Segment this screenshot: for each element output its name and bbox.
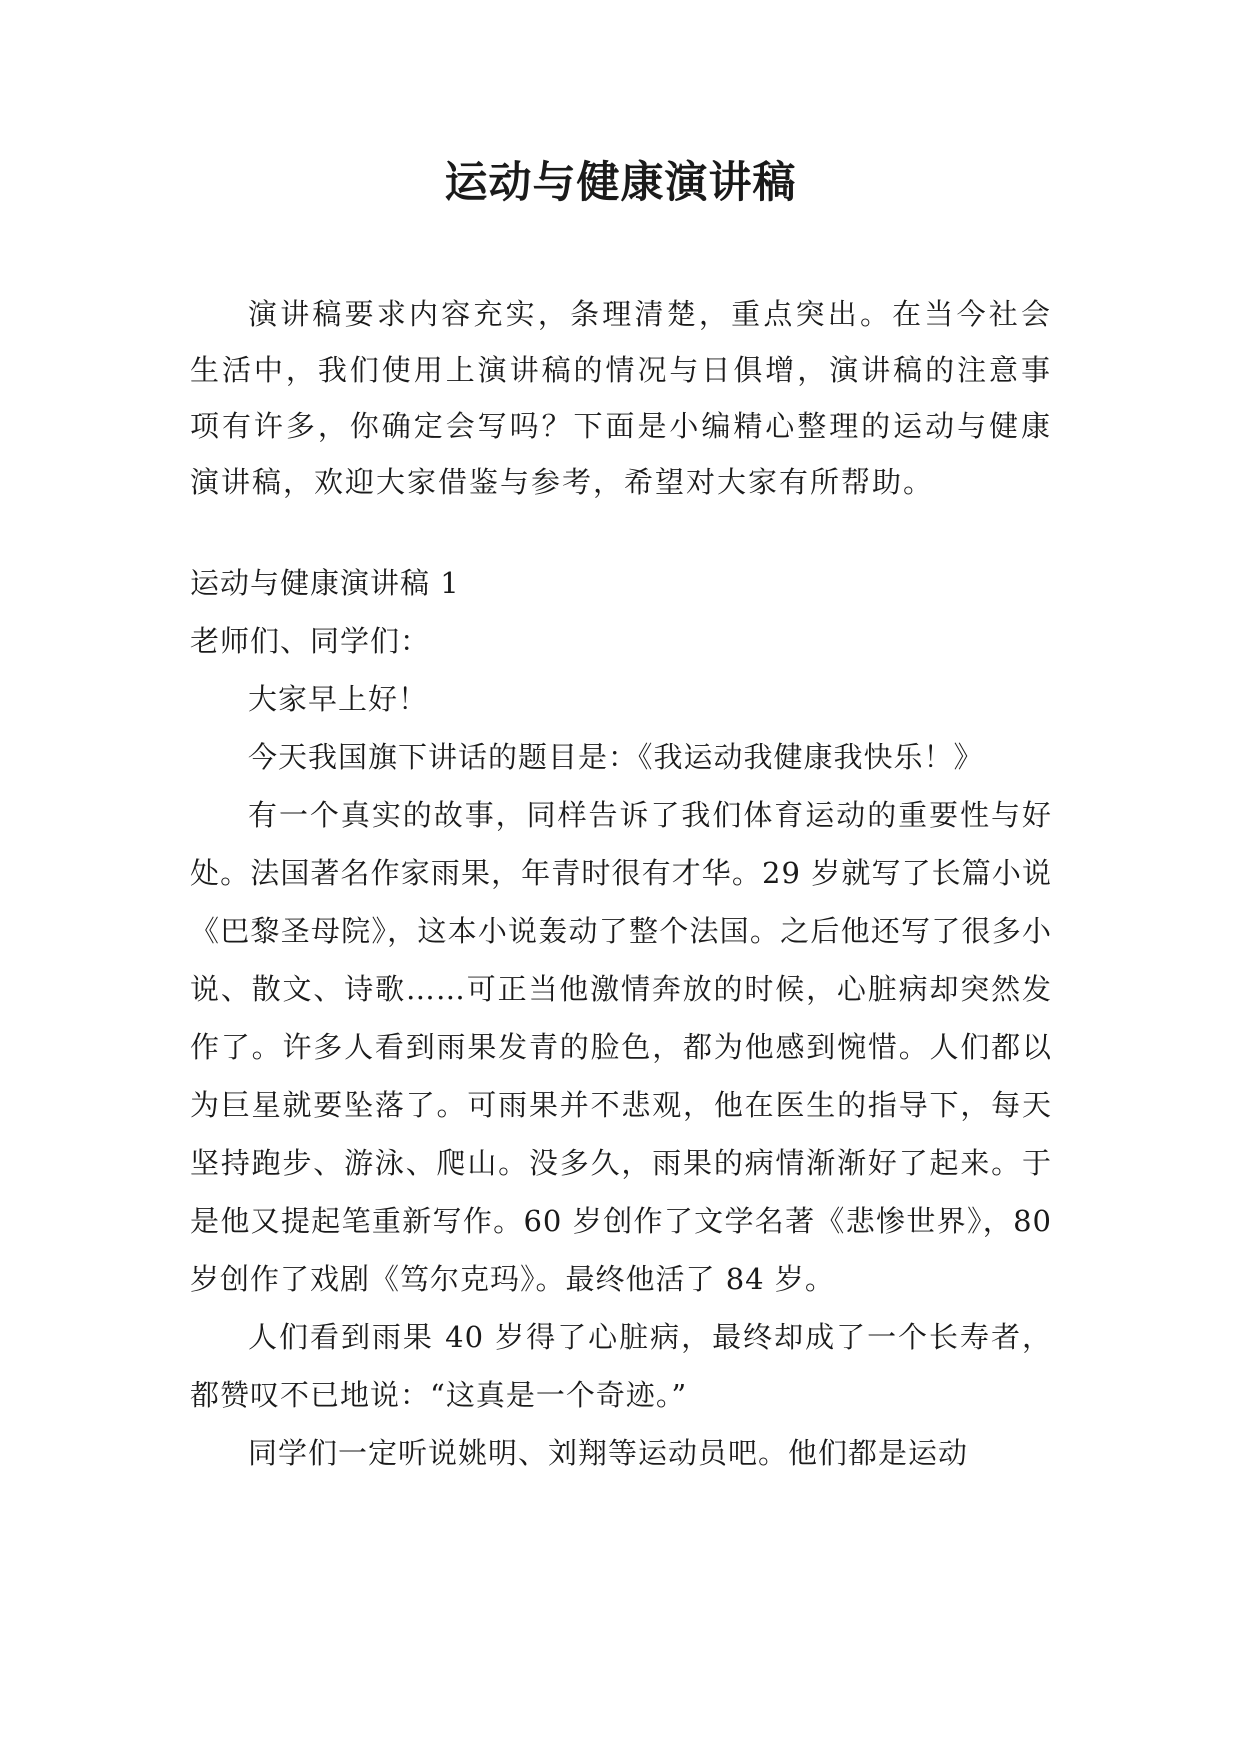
- speech-body: [190, 554, 1052, 1482]
- section-heading: 运动与健康演讲稿 1: [190, 566, 460, 600]
- document-title: 运动与健康演讲稿: [444, 158, 797, 208]
- paragraph-hugo-story: 有一个真实的故事，同样告诉了我们体育运动的重要性与好处。法国著名作家雨果，年青时很有才华。29 岁就写了长篇小说《巴黎圣母院》，这本小说轰动了整个法国。之后他还写了很多小说、散文、诗歌……可正当他激情奔放的时候，心脏病却突然发作了。许多人看到雨果发青的脸色，都为他感到惋惜。人们都以为巨星就要坠落了。可雨果并不悲观，他在医生的指导下，每天坚持跑步、游泳、爬山。没多久，雨果的病情渐渐好了起来。于是他又提起笔重新写作。60 岁创作了文学名著《悲惨世界》，80 岁创作了戏剧《笃尔克玛》。最终他活了 84 岁。: [190, 798, 1052, 1296]
- paragraph-miracle: 人们看到雨果 40 岁得了心脏病，最终却成了一个长寿者，都赞叹不已地说：“这真是一个奇迹。”: [190, 1320, 1052, 1412]
- salutation: 老师们、同学们：: [190, 624, 431, 658]
- paragraph-greeting: 大家早上好！: [248, 682, 429, 716]
- intro-paragraph: 演讲稿要求内容充实，条理清楚，重点突出。在当今社会生活中，我们使用上演讲稿的情况与日俱增，演讲稿的注意事项有许多，你确定会写吗？下面是小编精心整理的运动与健康演讲稿，欢迎大家借鉴与参考，希望对大家有所帮助。: [190, 297, 1052, 499]
- document-content: [190, 286, 1052, 1482]
- paragraph-athletes: 同学们一定听说姚明、刘翔等运动员吧。他们都是运动: [248, 1436, 969, 1470]
- paragraph-topic: 今天我国旗下讲话的题目是：《我运动我健康我快乐！》: [248, 740, 984, 774]
